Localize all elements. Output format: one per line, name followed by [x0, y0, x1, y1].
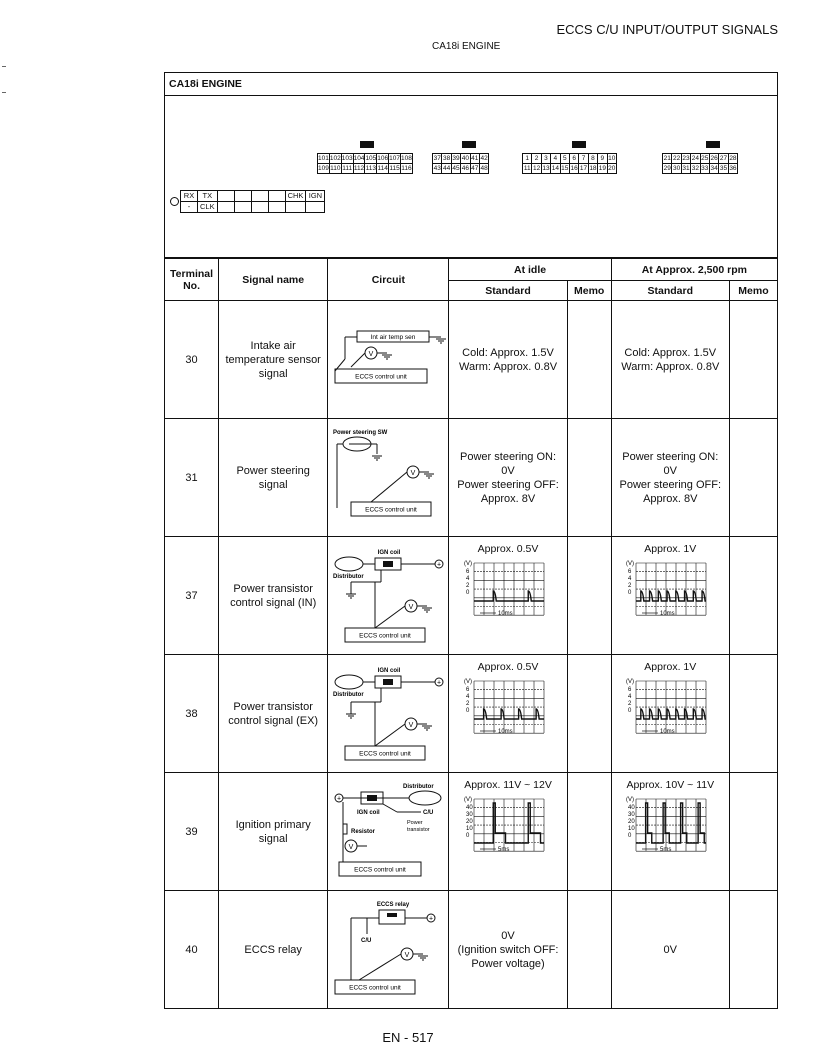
connector-pin: 105 [365, 155, 377, 162]
connector-pin: 36 [729, 165, 737, 172]
connector-block [522, 153, 617, 174]
svg-text:(V): (V) [464, 679, 473, 685]
terminal-number: 38 [165, 655, 219, 773]
table-row [165, 773, 778, 891]
svg-text:Int air temp sen: Int air temp sen [370, 334, 416, 341]
diag-pin [217, 191, 234, 202]
connector-pin: 32 [691, 165, 699, 172]
connector-pin: 111 [342, 165, 353, 172]
connector-pin: 8 [588, 154, 597, 164]
svg-text:Power: Power [406, 820, 423, 826]
memo-cell [729, 891, 777, 1009]
svg-text:(V): (V) [464, 797, 473, 803]
svg-text:0: 0 [628, 590, 632, 596]
svg-text:IGN coil: IGN coil [377, 668, 401, 674]
standard-line: Approx. 1V [644, 661, 697, 673]
memo-cell [567, 891, 611, 1009]
header-memo: Memo [567, 281, 611, 301]
connector-pin: 114 [377, 165, 388, 172]
standard-value [449, 301, 567, 419]
svg-text:Resistor: Resistor [350, 829, 375, 835]
svg-text:5ms: 5ms [660, 847, 672, 853]
connector-pin: 16 [570, 165, 578, 172]
header-standard: Standard [449, 281, 567, 301]
svg-text:Distributor: Distributor [332, 692, 364, 698]
standard-line: Cold: Approx. 1.5V [624, 346, 717, 359]
standard-value [611, 773, 729, 891]
header-memo: Memo [729, 281, 777, 301]
svg-text:Distributor: Distributor [402, 784, 434, 790]
connector-pin: 3 [541, 154, 550, 164]
memo-cell [729, 655, 777, 773]
signal-table [164, 258, 778, 1009]
svg-text:4: 4 [466, 576, 470, 582]
circuit-diagram [328, 891, 449, 1009]
connector-pin: 106 [377, 155, 389, 162]
svg-text:(V): (V) [626, 561, 635, 567]
standard-line: 0V [663, 464, 678, 477]
standard-line: Power voltage) [471, 957, 545, 970]
svg-text:(V): (V) [464, 561, 473, 567]
memo-cell [567, 655, 611, 773]
connector-pin: 22 [672, 155, 681, 162]
connector-block [662, 153, 738, 174]
standard-line: Cold: Approx. 1.5V [462, 346, 554, 359]
diag-pin [234, 202, 251, 213]
svg-text:0: 0 [628, 833, 632, 839]
page-number: EN - 517 [382, 1030, 434, 1045]
diag-pin [285, 202, 306, 213]
svg-text:20: 20 [466, 819, 473, 825]
standard-line: Power steering OFF: [457, 478, 559, 491]
header-circuit: Circuit [328, 259, 449, 301]
standard-line: Approx. 8V [480, 492, 536, 505]
memo-cell [729, 301, 777, 419]
standard-line: Approx. 10V ~ 11V [626, 779, 715, 791]
svg-text:40: 40 [466, 805, 473, 811]
connector-pin: 116 [401, 165, 412, 172]
panel-title: CA18i ENGINE [165, 73, 777, 96]
connector-pin: 20 [608, 165, 616, 172]
connector-pin: 33 [701, 165, 709, 172]
svg-text:IGN coil: IGN coil [356, 810, 380, 816]
signal-name: Power transistor control signal (IN) [219, 537, 328, 655]
svg-text:ECCS control unit: ECCS control unit [355, 373, 407, 381]
header-standard: Standard [611, 281, 729, 301]
standard-line: Approx. 0.5V [477, 543, 539, 555]
standard-line: Warm: Approx. 0.8V [459, 360, 558, 373]
connector-pin: 6 [569, 154, 578, 164]
oscilloscope-waveform [612, 675, 729, 748]
standard-line: Power steering ON: [622, 450, 719, 463]
svg-text:V: V [408, 722, 414, 729]
signal-name: Intake air temperature sensor signal [219, 301, 328, 419]
connector-pin: 30 [672, 165, 681, 172]
svg-text:V: V [404, 952, 410, 959]
connector-pin: 14 [551, 165, 559, 172]
svg-text:40: 40 [628, 805, 635, 811]
diag-pin [234, 191, 251, 202]
connector-pin: 104 [353, 155, 365, 162]
diag-pin [268, 191, 285, 202]
connector-block [432, 153, 489, 174]
connector-pin: 102 [329, 155, 341, 162]
standard-line: Power steering OFF: [619, 478, 722, 491]
svg-text:C/U: C/U [360, 938, 372, 944]
page-title: ECCS C/U INPUT/OUTPUT SIGNALS [556, 22, 778, 37]
oscilloscope-waveform [449, 557, 566, 630]
header-signal-name: Signal name [219, 259, 328, 301]
svg-text:ECCS control unit: ECCS control unit [359, 750, 411, 758]
connector-pin: 15 [561, 165, 569, 172]
connector-pin: 44 [442, 165, 451, 172]
terminal-number: 31 [165, 419, 219, 537]
standard-line: Approx. 8V [643, 492, 698, 505]
connector-pin: 42 [480, 155, 488, 162]
memo-cell [567, 537, 611, 655]
svg-text:30: 30 [628, 812, 635, 818]
standard-value [611, 301, 729, 419]
svg-text:ECCS control unit: ECCS control unit [359, 632, 411, 640]
standard-value [449, 537, 567, 655]
svg-text:Distributor: Distributor [332, 574, 364, 580]
circuit-diagram [328, 419, 449, 537]
connector-pin: 12 [532, 165, 541, 172]
memo-cell [729, 537, 777, 655]
svg-text:4: 4 [628, 694, 632, 700]
diag-pin [251, 202, 268, 213]
svg-text:transistor: transistor [406, 827, 430, 833]
connector-pin: 25 [701, 155, 709, 162]
diag-connector-lock [170, 197, 179, 206]
terminal-number: 30 [165, 301, 219, 419]
standard-line: Warm: Approx. 0.8V [621, 360, 720, 373]
svg-text:2: 2 [466, 701, 470, 707]
svg-text:V: V [410, 470, 416, 477]
connector-pin: 43 [433, 165, 441, 172]
connector-pin: 108 [401, 155, 412, 162]
table-row [165, 891, 778, 1009]
oscilloscope-waveform [449, 793, 566, 866]
svg-text:2: 2 [466, 583, 470, 589]
connector-pin: 41 [471, 155, 479, 162]
standard-line: Approx. 1V [644, 543, 697, 555]
connector-pin: 11 [523, 165, 531, 172]
connector-pin: 4 [551, 154, 560, 164]
svg-text:10ms: 10ms [498, 611, 513, 617]
connector-pin: 45 [452, 165, 460, 172]
memo-cell [729, 773, 777, 891]
connector-pin: 1 [523, 154, 532, 164]
connector-pin: 10 [608, 155, 616, 162]
svg-text:V: V [348, 844, 354, 851]
connector-pin: 35 [719, 165, 728, 172]
connector-pin: 19 [598, 165, 606, 172]
standard-line: Approx. 11V ~ 12V [464, 779, 552, 791]
header-terminal: Terminal No. [165, 259, 219, 301]
standard-value [611, 655, 729, 773]
standard-value [611, 537, 729, 655]
diag-pin [268, 202, 285, 213]
svg-text:4: 4 [466, 694, 470, 700]
svg-text:30: 30 [466, 812, 473, 818]
connector-pin: 26 [710, 155, 718, 162]
memo-cell [567, 419, 611, 537]
diag-pin: CHK [285, 191, 306, 202]
connector-key [706, 141, 720, 148]
circuit-diagram [328, 773, 449, 891]
svg-text:5ms: 5ms [498, 847, 510, 853]
diag-pin [306, 202, 325, 213]
connector-pin: 24 [691, 155, 699, 162]
diag-pin: CLK [198, 202, 218, 213]
connector-pin: 18 [589, 165, 597, 172]
connector-pin: 115 [389, 165, 400, 172]
svg-text:+: + [336, 795, 341, 803]
signal-name: Power steering signal [219, 419, 328, 537]
memo-cell [567, 301, 611, 419]
circuit-diagram [328, 301, 449, 419]
standard-line: (Ignition switch OFF: [457, 943, 559, 956]
standard-value [449, 655, 567, 773]
diag-pin [251, 191, 268, 202]
table-row [165, 301, 778, 419]
terminal-number: 37 [165, 537, 219, 655]
connector-pin: 39 [452, 155, 460, 162]
diag-pin: RX [181, 191, 198, 202]
connector-pin: 21 [663, 155, 671, 162]
svg-text:ECCS control unit: ECCS control unit [349, 984, 401, 992]
connector-pin: 112 [353, 165, 365, 172]
svg-text:C/U: C/U [422, 810, 434, 816]
svg-text:ECCS control unit: ECCS control unit [354, 866, 406, 874]
connector-key [462, 141, 476, 148]
standard-line: 0V [663, 943, 678, 956]
connector-pin: 31 [682, 165, 690, 172]
svg-text:ECCS relay: ECCS relay [376, 902, 410, 908]
standard-value [611, 891, 729, 1009]
svg-text:6: 6 [628, 569, 632, 575]
page-subtitle: CA18i ENGINE [432, 41, 501, 52]
svg-text:V: V [368, 351, 374, 358]
svg-text:0: 0 [628, 708, 632, 714]
connector-pin: 2 [532, 154, 541, 164]
connector-pin: 48 [480, 165, 488, 172]
margin-mark [2, 92, 6, 93]
svg-text:(V): (V) [626, 797, 635, 803]
memo-cell [567, 773, 611, 891]
signal-name: Ignition primary signal [219, 773, 328, 891]
connector-pin: 27 [719, 155, 728, 162]
connector-pin: 38 [442, 155, 451, 162]
connector-pin: 46 [461, 165, 469, 172]
svg-text:10ms: 10ms [498, 729, 513, 735]
connector-pin: 47 [471, 165, 479, 172]
connector-pin: 28 [729, 155, 737, 162]
connector-key [572, 141, 586, 148]
connector-key [360, 141, 374, 148]
standard-value [449, 773, 567, 891]
svg-text:6: 6 [466, 687, 470, 693]
signal-name: ECCS relay [219, 891, 328, 1009]
diag-pin: IGN [306, 191, 325, 202]
connector-pin: 101 [318, 155, 329, 162]
standard-line: Power steering ON: [460, 450, 557, 463]
terminal-number: 40 [165, 891, 219, 1009]
svg-text:20: 20 [628, 819, 635, 825]
memo-cell [729, 419, 777, 537]
standard-line: Approx. 0.5V [477, 661, 539, 673]
diagnosis-connector [180, 190, 325, 213]
svg-text:4: 4 [628, 576, 632, 582]
oscilloscope-waveform [612, 793, 729, 866]
svg-text:10: 10 [628, 826, 635, 832]
svg-text:IGN coil: IGN coil [377, 550, 401, 556]
diag-pin: - [181, 202, 198, 213]
svg-text:Power steering SW: Power steering SW [332, 430, 388, 436]
standard-value [449, 419, 567, 537]
standard-value [449, 891, 567, 1009]
connector-pin: 110 [330, 165, 341, 172]
svg-text:6: 6 [466, 569, 470, 575]
svg-text:2: 2 [628, 701, 632, 707]
circuit-diagram [328, 655, 449, 773]
svg-text:0: 0 [466, 590, 470, 596]
svg-text:+: + [428, 915, 433, 923]
header-at-idle: At idle [449, 259, 611, 281]
table-row [165, 537, 778, 655]
connector-pin: 9 [598, 154, 607, 164]
svg-text:10ms: 10ms [660, 611, 675, 617]
svg-text:6: 6 [628, 687, 632, 693]
table-row [165, 655, 778, 773]
terminal-number: 39 [165, 773, 219, 891]
connector-pin: 37 [433, 155, 441, 162]
margin-mark [2, 66, 6, 67]
signal-name: Power transistor control signal (EX) [219, 655, 328, 773]
connector-pin: 107 [389, 155, 401, 162]
svg-text:2: 2 [628, 583, 632, 589]
svg-text:(V): (V) [626, 679, 635, 685]
connector-pin: 5 [560, 154, 569, 164]
standard-line: 0V [501, 929, 515, 942]
svg-text:+: + [436, 561, 441, 569]
svg-text:0: 0 [466, 708, 470, 714]
connector-pin: 109 [318, 165, 329, 172]
oscilloscope-waveform [612, 557, 729, 630]
circuit-diagram [328, 537, 449, 655]
svg-text:10: 10 [466, 826, 473, 832]
standard-line: 0V [501, 464, 515, 477]
svg-text:+: + [436, 679, 441, 687]
diag-pin: TX [198, 191, 218, 202]
connector-pin: 40 [461, 155, 469, 162]
oscilloscope-waveform [449, 675, 566, 748]
table-row [165, 419, 778, 537]
connector-pin: 23 [682, 155, 690, 162]
connector-pin: 34 [710, 165, 718, 172]
connector-pin: 103 [341, 155, 353, 162]
diag-pin [217, 202, 234, 213]
connector-pin: 13 [542, 165, 550, 172]
connector-pin: 113 [365, 165, 377, 172]
header-at-2500rpm: At Approx. 2,500 rpm [611, 259, 777, 281]
connector-block [317, 153, 413, 174]
svg-text:10ms: 10ms [660, 729, 675, 735]
connector-pin: 7 [579, 154, 588, 164]
svg-text:0: 0 [466, 833, 470, 839]
connector-pin: 29 [663, 165, 671, 172]
svg-text:ECCS control unit: ECCS control unit [365, 506, 417, 514]
connector-pin: 17 [579, 165, 588, 172]
standard-value [611, 419, 729, 537]
svg-text:V: V [408, 604, 414, 611]
